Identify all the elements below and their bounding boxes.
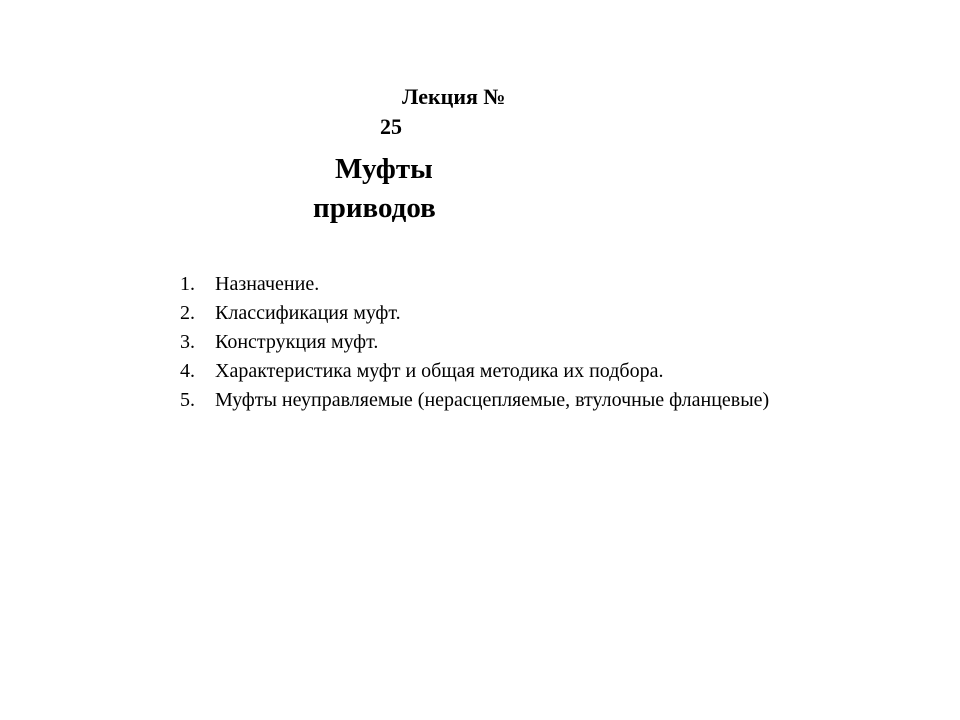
topic-number: 3. <box>180 331 195 353</box>
topic-item <box>180 328 769 357</box>
topic-text: Характеристика муфт и общая методика их подбора. <box>215 360 664 382</box>
topic-number: 4. <box>180 360 195 382</box>
topic-text: Муфты неуправляемые (нерасцепляемые, втулочные фланцевые) <box>215 389 770 411</box>
lecture-label: Лекция № <box>402 84 506 109</box>
topic-item <box>180 357 769 386</box>
topic-item <box>180 270 769 299</box>
topic-text: Назначение. <box>215 273 320 295</box>
slide-title-line-2: приводов <box>313 192 436 224</box>
slide-title-line-1: Муфты <box>335 153 433 185</box>
topic-text: Классификация муфт. <box>215 302 401 324</box>
topic-item <box>180 299 769 328</box>
topic-number: 2. <box>180 302 195 324</box>
topics-list <box>180 270 769 415</box>
lecture-number: 25 <box>380 114 402 139</box>
topic-text: Конструкция муфт. <box>215 331 379 353</box>
topic-item <box>180 386 769 415</box>
topic-number: 5. <box>180 389 195 411</box>
topic-number: 1. <box>180 273 195 295</box>
